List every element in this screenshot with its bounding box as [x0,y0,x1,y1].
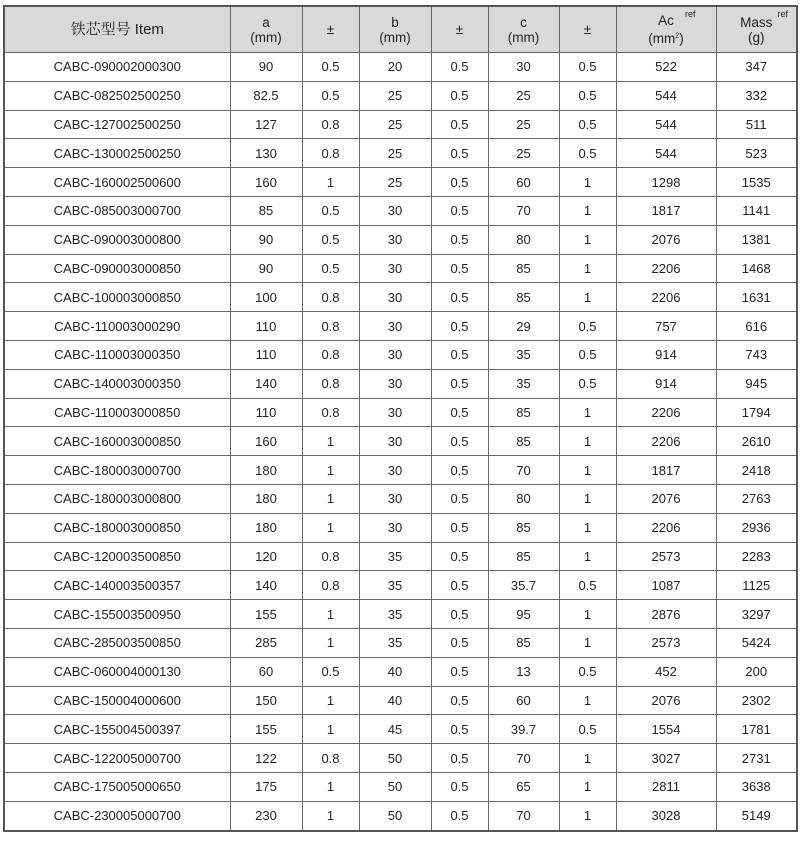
c-cell: 80 [488,484,559,513]
a-tolerance-cell: 0.8 [302,312,359,341]
ac-cell: 2076 [616,484,716,513]
table-row [4,571,797,600]
header-b [359,6,431,53]
header-item: 铁芯型号 Item [4,6,230,53]
table-row [4,254,797,283]
mass-cell: 1794 [716,398,797,427]
b-cell: 30 [359,427,431,456]
c-cell: 60 [488,686,559,715]
c-cell: 85 [488,542,559,571]
c-tolerance-cell: 0.5 [559,657,616,686]
c-cell: 13 [488,657,559,686]
b-cell: 30 [359,340,431,369]
ac-cell: 2076 [616,686,716,715]
c-cell: 25 [488,139,559,168]
table-row [4,110,797,139]
b-cell: 40 [359,686,431,715]
item-cell: CABC-110003000850 [4,398,230,427]
b-tolerance-cell: 0.5 [431,254,488,283]
c-tolerance-cell: 1 [559,628,616,657]
header-ac-unit-prefix: (mm [648,30,676,46]
table-row [4,196,797,225]
item-cell: CABC-110003000290 [4,312,230,341]
header-ac-ref: ref [684,9,696,19]
b-cell: 25 [359,81,431,110]
c-tolerance-cell: 0.5 [559,369,616,398]
a-tolerance-cell: 0.5 [302,81,359,110]
table-row [4,369,797,398]
c-tolerance-cell: 0.5 [559,110,616,139]
table-row [4,283,797,312]
c-cell: 25 [488,81,559,110]
table-row [4,53,797,82]
mass-cell: 2731 [716,744,797,773]
c-tolerance-cell: 0.5 [559,53,616,82]
b-tolerance-cell: 0.5 [431,81,488,110]
header-b-label: b [391,14,399,30]
c-cell: 85 [488,283,559,312]
c-tolerance-cell: 1 [559,283,616,312]
c-tolerance-cell: 1 [559,686,616,715]
b-tolerance-cell: 0.5 [431,283,488,312]
b-cell: 20 [359,53,431,82]
item-cell: CABC-175005000650 [4,772,230,801]
a-cell: 180 [230,513,302,542]
b-cell: 30 [359,283,431,312]
ac-cell: 544 [616,139,716,168]
a-tolerance-cell: 0.8 [302,283,359,312]
b-cell: 35 [359,628,431,657]
b-tolerance-cell: 0.5 [431,542,488,571]
header-ac-label: Ac [658,13,674,29]
b-cell: 45 [359,715,431,744]
a-cell: 155 [230,715,302,744]
b-cell: 50 [359,772,431,801]
table-row [4,628,797,657]
item-cell: CABC-100003000850 [4,283,230,312]
b-cell: 35 [359,600,431,629]
item-cell: CABC-180003000700 [4,456,230,485]
b-tolerance-cell: 0.5 [431,571,488,600]
header-mass [716,6,797,53]
ac-cell: 1298 [616,168,716,197]
b-cell: 40 [359,657,431,686]
mass-cell: 1381 [716,225,797,254]
header-a-tolerance: ± [302,6,359,53]
c-cell: 29 [488,312,559,341]
a-cell: 150 [230,686,302,715]
a-cell: 140 [230,571,302,600]
c-tolerance-cell: 1 [559,513,616,542]
item-cell: CABC-127002500250 [4,110,230,139]
b-cell: 35 [359,571,431,600]
c-cell: 85 [488,398,559,427]
item-cell: CABC-090003000800 [4,225,230,254]
header-ac-unit [648,31,683,46]
mass-cell: 616 [716,312,797,341]
ac-cell: 2206 [616,254,716,283]
c-tolerance-cell: 1 [559,398,616,427]
a-cell: 180 [230,456,302,485]
b-tolerance-cell: 0.5 [431,110,488,139]
mass-cell: 743 [716,340,797,369]
header-b-unit: (mm) [379,29,411,45]
table-row [4,542,797,571]
table-row [4,168,797,197]
c-cell: 85 [488,513,559,542]
c-cell: 70 [488,801,559,830]
a-cell: 285 [230,628,302,657]
c-cell: 85 [488,427,559,456]
mass-cell: 1781 [716,715,797,744]
table-row [4,513,797,542]
mass-cell: 3297 [716,600,797,629]
header-ac-unit-exponent: 2 [675,32,680,40]
c-cell: 25 [488,110,559,139]
ac-cell: 2206 [616,427,716,456]
a-cell: 110 [230,340,302,369]
table-row [4,81,797,110]
a-tolerance-cell: 1 [302,772,359,801]
b-cell: 30 [359,398,431,427]
b-cell: 30 [359,513,431,542]
ac-cell: 1817 [616,196,716,225]
item-cell: CABC-060004000130 [4,657,230,686]
header-a-label: a [262,14,270,30]
header-a [230,6,302,53]
b-tolerance-cell: 0.5 [431,686,488,715]
a-tolerance-cell: 1 [302,686,359,715]
c-cell: 39.7 [488,715,559,744]
ac-cell: 544 [616,110,716,139]
b-tolerance-cell: 0.5 [431,312,488,341]
a-tolerance-cell: 0.8 [302,571,359,600]
a-cell: 90 [230,254,302,283]
b-tolerance-cell: 0.5 [431,53,488,82]
a-tolerance-cell: 0.8 [302,398,359,427]
a-cell: 100 [230,283,302,312]
b-tolerance-cell: 0.5 [431,398,488,427]
c-cell: 70 [488,196,559,225]
table-row [4,657,797,686]
table-row [4,600,797,629]
ac-cell: 2876 [616,600,716,629]
mass-cell: 5149 [716,801,797,830]
c-tolerance-cell: 1 [559,600,616,629]
a-cell: 130 [230,139,302,168]
c-tolerance-cell: 0.5 [559,81,616,110]
mass-cell: 2610 [716,427,797,456]
c-cell: 80 [488,225,559,254]
c-cell: 35.7 [488,571,559,600]
table-row [4,801,797,830]
table-row [4,312,797,341]
b-tolerance-cell: 0.5 [431,139,488,168]
a-tolerance-cell: 1 [302,168,359,197]
c-tolerance-cell: 0.5 [559,139,616,168]
mass-cell: 200 [716,657,797,686]
item-cell: CABC-140003000350 [4,369,230,398]
mass-cell: 945 [716,369,797,398]
a-tolerance-cell: 0.8 [302,110,359,139]
table-row [4,340,797,369]
mass-cell: 2763 [716,484,797,513]
header-ac-unit-suffix: ) [679,30,684,46]
table-row [4,427,797,456]
header-c-tolerance: ± [559,6,616,53]
a-tolerance-cell: 1 [302,628,359,657]
item-cell: CABC-160002500600 [4,168,230,197]
header-c-unit: (mm) [507,29,540,45]
a-cell: 120 [230,542,302,571]
mass-cell: 1141 [716,196,797,225]
a-cell: 85 [230,196,302,225]
ac-cell: 2573 [616,542,716,571]
a-cell: 82.5 [230,81,302,110]
b-cell: 35 [359,542,431,571]
mass-cell: 3638 [716,772,797,801]
a-tolerance-cell: 0.5 [302,53,359,82]
a-tolerance-cell: 0.5 [302,657,359,686]
a-tolerance-cell: 0.8 [302,744,359,773]
c-tolerance-cell: 1 [559,254,616,283]
c-tolerance-cell: 0.5 [559,340,616,369]
ac-cell: 2206 [616,283,716,312]
a-tolerance-cell: 1 [302,801,359,830]
b-cell: 25 [359,139,431,168]
header-a-unit: (mm) [250,29,282,45]
c-cell: 35 [488,340,559,369]
b-tolerance-cell: 0.5 [431,427,488,456]
a-tolerance-cell: 1 [302,513,359,542]
a-tolerance-cell: 0.5 [302,196,359,225]
b-cell: 50 [359,744,431,773]
b-cell: 30 [359,225,431,254]
mass-cell: 2418 [716,456,797,485]
c-cell: 35 [488,369,559,398]
b-tolerance-cell: 0.5 [431,801,488,830]
item-cell: CABC-180003000850 [4,513,230,542]
a-tolerance-cell: 1 [302,427,359,456]
c-cell: 85 [488,628,559,657]
c-tolerance-cell: 1 [559,225,616,254]
ac-cell: 2573 [616,628,716,657]
ac-cell: 2206 [616,398,716,427]
c-tolerance-cell: 0.5 [559,312,616,341]
header-mass-label: Mass [740,14,773,30]
c-tolerance-cell: 0.5 [559,715,616,744]
a-cell: 155 [230,600,302,629]
c-cell: 85 [488,254,559,283]
a-tolerance-cell: 1 [302,456,359,485]
b-tolerance-cell: 0.5 [431,628,488,657]
a-tolerance-cell: 1 [302,715,359,744]
a-cell: 90 [230,53,302,82]
ac-cell: 522 [616,53,716,82]
table-row [4,398,797,427]
b-cell: 30 [359,369,431,398]
ac-cell: 3028 [616,801,716,830]
item-cell: CABC-110003000350 [4,340,230,369]
c-cell: 60 [488,168,559,197]
item-cell: CABC-155003500950 [4,600,230,629]
mass-cell: 2936 [716,513,797,542]
table-header-row [4,6,797,53]
item-cell: CABC-155004500397 [4,715,230,744]
c-tolerance-cell: 1 [559,427,616,456]
ac-cell: 2206 [616,513,716,542]
item-cell: CABC-180003000800 [4,484,230,513]
a-tolerance-cell: 0.8 [302,369,359,398]
header-mass-ref: ref [777,9,788,19]
mass-cell: 2283 [716,542,797,571]
a-cell: 180 [230,484,302,513]
a-cell: 110 [230,312,302,341]
item-cell: CABC-230005000700 [4,801,230,830]
core-spec-table-container [3,5,796,832]
c-tolerance-cell: 1 [559,772,616,801]
a-cell: 90 [230,225,302,254]
item-cell: CABC-082502500250 [4,81,230,110]
b-tolerance-cell: 0.5 [431,225,488,254]
ac-cell: 914 [616,369,716,398]
a-tolerance-cell: 0.5 [302,225,359,254]
b-cell: 30 [359,456,431,485]
item-cell: CABC-150004000600 [4,686,230,715]
ac-cell: 1554 [616,715,716,744]
mass-cell: 5424 [716,628,797,657]
item-cell: CABC-120003500850 [4,542,230,571]
c-tolerance-cell: 1 [559,542,616,571]
a-cell: 122 [230,744,302,773]
a-cell: 160 [230,427,302,456]
a-tolerance-cell: 0.8 [302,139,359,168]
item-cell: CABC-085003000700 [4,196,230,225]
c-tolerance-cell: 1 [559,456,616,485]
b-tolerance-cell: 0.5 [431,369,488,398]
core-spec-table [3,5,798,832]
mass-cell: 523 [716,139,797,168]
c-cell: 30 [488,53,559,82]
c-cell: 95 [488,600,559,629]
a-cell: 127 [230,110,302,139]
table-row [4,225,797,254]
c-cell: 65 [488,772,559,801]
table-row [4,456,797,485]
b-cell: 30 [359,254,431,283]
a-tolerance-cell: 0.5 [302,254,359,283]
b-tolerance-cell: 0.5 [431,196,488,225]
b-cell: 30 [359,484,431,513]
ac-cell: 2811 [616,772,716,801]
ac-cell: 1817 [616,456,716,485]
item-cell: CABC-140003500357 [4,571,230,600]
item-cell: CABC-285003500850 [4,628,230,657]
b-tolerance-cell: 0.5 [431,715,488,744]
c-tolerance-cell: 0.5 [559,571,616,600]
mass-cell: 2302 [716,686,797,715]
table-row [4,139,797,168]
b-cell: 50 [359,801,431,830]
b-cell: 30 [359,312,431,341]
header-ac [616,6,716,53]
a-tolerance-cell: 0.8 [302,542,359,571]
b-tolerance-cell: 0.5 [431,600,488,629]
c-cell: 70 [488,456,559,485]
b-tolerance-cell: 0.5 [431,456,488,485]
c-tolerance-cell: 1 [559,801,616,830]
mass-cell: 1125 [716,571,797,600]
header-b-tolerance: ± [431,6,488,53]
mass-cell: 511 [716,110,797,139]
b-tolerance-cell: 0.5 [431,657,488,686]
ac-cell: 544 [616,81,716,110]
c-tolerance-cell: 1 [559,744,616,773]
mass-cell: 1535 [716,168,797,197]
ac-cell: 3027 [616,744,716,773]
ac-cell: 1087 [616,571,716,600]
a-tolerance-cell: 1 [302,484,359,513]
table-row [4,484,797,513]
item-cell: CABC-090003000850 [4,254,230,283]
a-cell: 60 [230,657,302,686]
mass-cell: 1631 [716,283,797,312]
c-tolerance-cell: 1 [559,196,616,225]
c-tolerance-cell: 1 [559,168,616,197]
ac-cell: 2076 [616,225,716,254]
a-cell: 175 [230,772,302,801]
table-row [4,686,797,715]
item-cell: CABC-160003000850 [4,427,230,456]
b-tolerance-cell: 0.5 [431,340,488,369]
ac-cell: 914 [616,340,716,369]
c-tolerance-cell: 1 [559,484,616,513]
b-tolerance-cell: 0.5 [431,168,488,197]
b-tolerance-cell: 0.5 [431,744,488,773]
b-tolerance-cell: 0.5 [431,513,488,542]
item-cell: CABC-122005000700 [4,744,230,773]
b-cell: 25 [359,110,431,139]
b-tolerance-cell: 0.5 [431,484,488,513]
ac-cell: 757 [616,312,716,341]
mass-cell: 332 [716,81,797,110]
table-row [4,772,797,801]
b-tolerance-cell: 0.5 [431,772,488,801]
a-tolerance-cell: 0.8 [302,340,359,369]
c-cell: 70 [488,744,559,773]
b-cell: 30 [359,196,431,225]
b-cell: 25 [359,168,431,197]
table-row [4,715,797,744]
header-mass-unit: (g) [748,29,765,45]
a-cell: 140 [230,369,302,398]
header-c [488,6,559,53]
a-cell: 160 [230,168,302,197]
ac-cell: 452 [616,657,716,686]
mass-cell: 1468 [716,254,797,283]
mass-cell: 347 [716,53,797,82]
a-tolerance-cell: 1 [302,600,359,629]
table-row [4,744,797,773]
header-c-label: c [520,14,527,30]
item-cell: CABC-130002500250 [4,139,230,168]
item-cell: CABC-090002000300 [4,53,230,82]
table-body [4,53,797,831]
a-cell: 110 [230,398,302,427]
a-cell: 230 [230,801,302,830]
